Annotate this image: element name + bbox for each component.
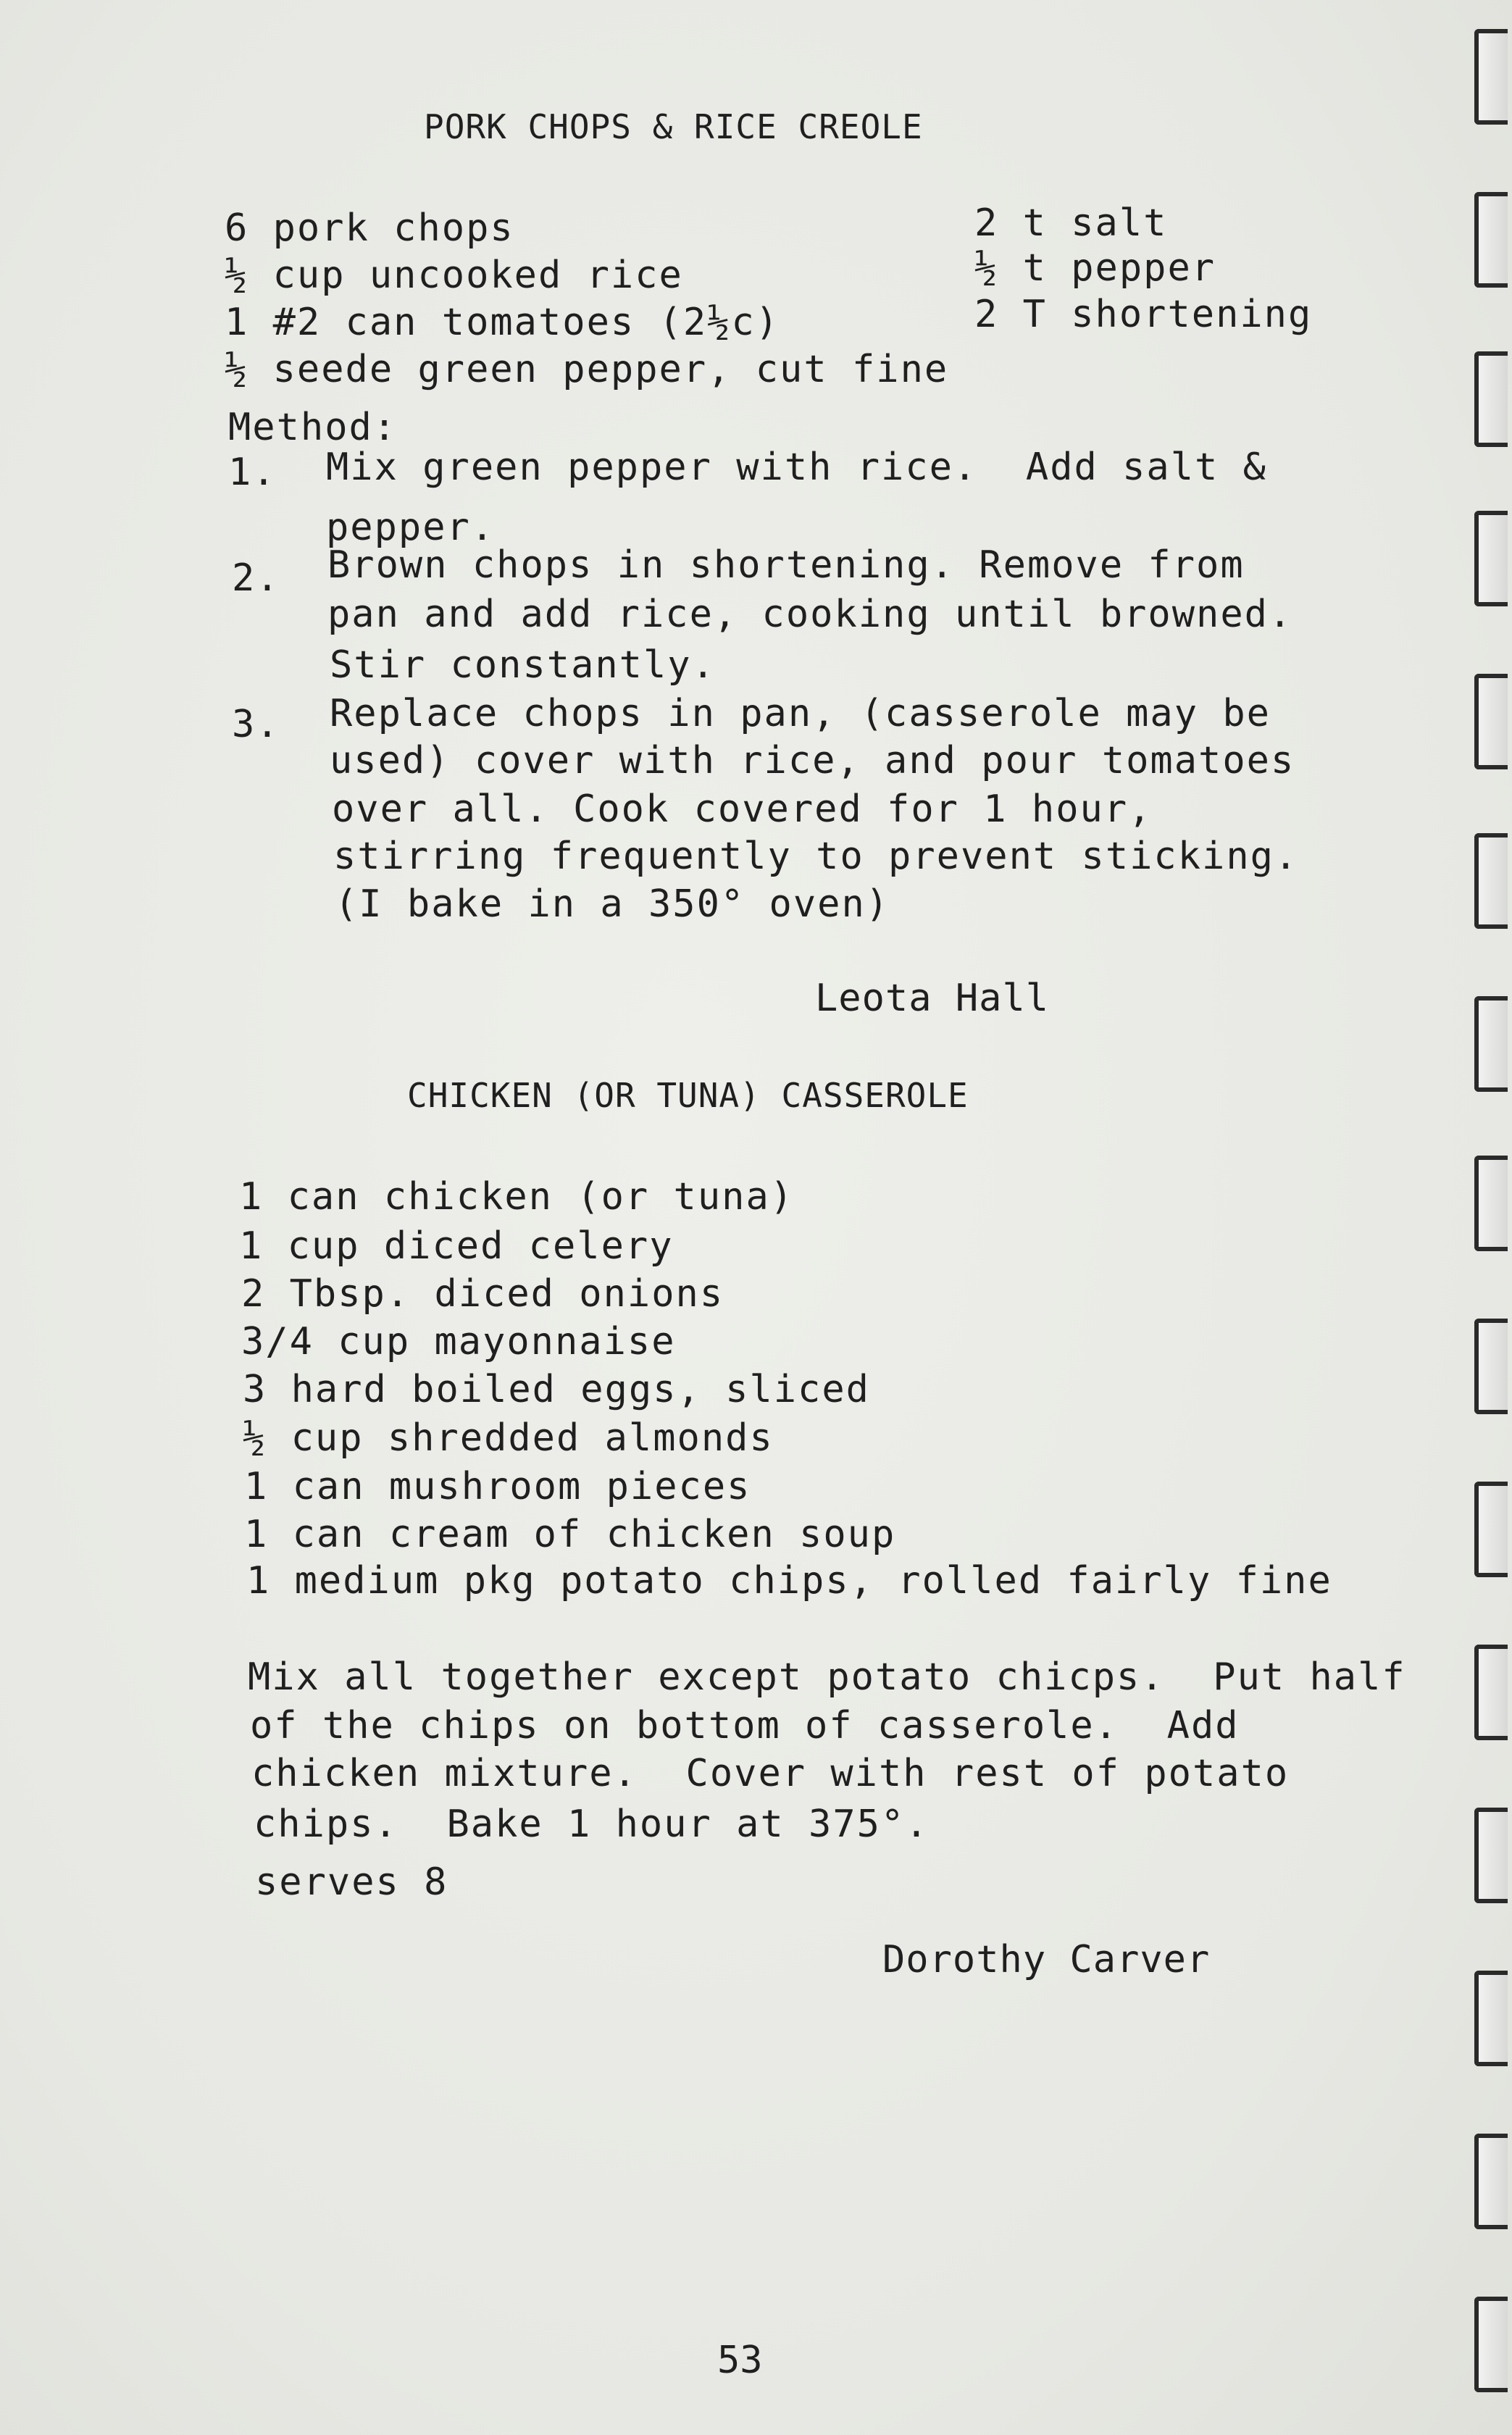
ingredient: 3/4 cup mayonnaise bbox=[241, 1320, 676, 1363]
binding-coil bbox=[1474, 1645, 1508, 1740]
step-text: over all. Cook covered for 1 hour, bbox=[332, 788, 1153, 831]
step-number: 2. bbox=[232, 556, 280, 600]
step-text: Stir constantly. bbox=[330, 643, 716, 687]
binding-coil bbox=[1474, 351, 1508, 447]
binding-coil bbox=[1474, 2134, 1508, 2229]
ingredient: ½ cup shredded almonds bbox=[243, 1416, 774, 1460]
binding-coil bbox=[1474, 833, 1508, 929]
recipe-title: CHICKEN (OR TUNA) CASSEROLE bbox=[407, 1076, 969, 1115]
recipe-title: PORK CHOPS & RICE CREOLE bbox=[424, 107, 923, 146]
ingredient: 1 can chicken (or tuna) bbox=[239, 1175, 795, 1219]
direction-line: of the chips on bottom of casserole. Add bbox=[250, 1704, 1240, 1747]
ingredient: 2 t salt bbox=[974, 201, 1168, 245]
direction-line: chicken mixture. Cover with rest of potato bbox=[251, 1752, 1290, 1795]
ingredient: ½ seede green pepper, cut fine bbox=[225, 348, 949, 391]
page-number: 53 bbox=[717, 2339, 763, 2382]
ingredient: 6 pork chops bbox=[225, 206, 514, 250]
binding-coil bbox=[1474, 996, 1508, 1092]
ingredient: 1 can mushroom pieces bbox=[244, 1465, 751, 1508]
ingredient: 2 Tbsp. diced onions bbox=[241, 1272, 724, 1316]
step-text: used) cover with rice, and pour tomatoes bbox=[330, 739, 1295, 782]
binding-coil bbox=[1474, 1319, 1508, 1414]
ingredient: 1 can cream of chicken soup bbox=[244, 1513, 896, 1556]
binding-coil bbox=[1474, 29, 1508, 125]
step-text: Replace chops in pan, (casserole may be bbox=[330, 692, 1271, 735]
author-signature: Leota Hall bbox=[815, 977, 1050, 1020]
binding-coil bbox=[1474, 1971, 1508, 2066]
binding-coil bbox=[1474, 511, 1508, 606]
ingredient: 1 #2 can tomatoes (2½c) bbox=[225, 301, 780, 344]
step-text: Brown chops in shortening. Remove from bbox=[327, 543, 1245, 587]
step-text: stirring frequently to prevent sticking. bbox=[333, 835, 1299, 878]
step-text: pan and add rice, cooking until browned. bbox=[327, 593, 1293, 636]
ingredient: ½ cup uncooked rice bbox=[225, 254, 683, 297]
step-text: (I bake in a 350° oven) bbox=[335, 882, 890, 926]
binding-coil bbox=[1474, 1156, 1508, 1251]
direction-line: serves 8 bbox=[255, 1860, 448, 1904]
step-text: pepper. bbox=[326, 506, 496, 549]
ingredient: 2 T shortening bbox=[974, 293, 1313, 336]
binding-coil bbox=[1474, 1482, 1508, 1577]
direction-line: chips. Bake 1 hour at 375°. bbox=[254, 1803, 930, 1846]
ingredient: 1 cup diced celery bbox=[239, 1224, 674, 1268]
binding-coil bbox=[1474, 674, 1508, 769]
step-number: 1. bbox=[228, 451, 277, 494]
step-number: 3. bbox=[232, 703, 280, 746]
spiral-binding bbox=[1461, 0, 1512, 2435]
ingredient: ½ t pepper bbox=[974, 246, 1216, 290]
step-text: Mix green pepper with rice. Add salt & bbox=[326, 446, 1267, 489]
ingredient: 3 hard boiled eggs, sliced bbox=[243, 1368, 870, 1411]
ingredient: 1 medium pkg potato chips, rolled fairly fine bbox=[246, 1559, 1332, 1603]
binding-coil bbox=[1474, 192, 1508, 288]
binding-coil bbox=[1474, 2297, 1508, 2392]
author-signature: Dorothy Carver bbox=[882, 1938, 1211, 1981]
direction-line: Mix all together except potato chicps. Put half bbox=[248, 1655, 1406, 1699]
method-label: Method: bbox=[228, 406, 398, 449]
binding-coil bbox=[1474, 1808, 1508, 1903]
